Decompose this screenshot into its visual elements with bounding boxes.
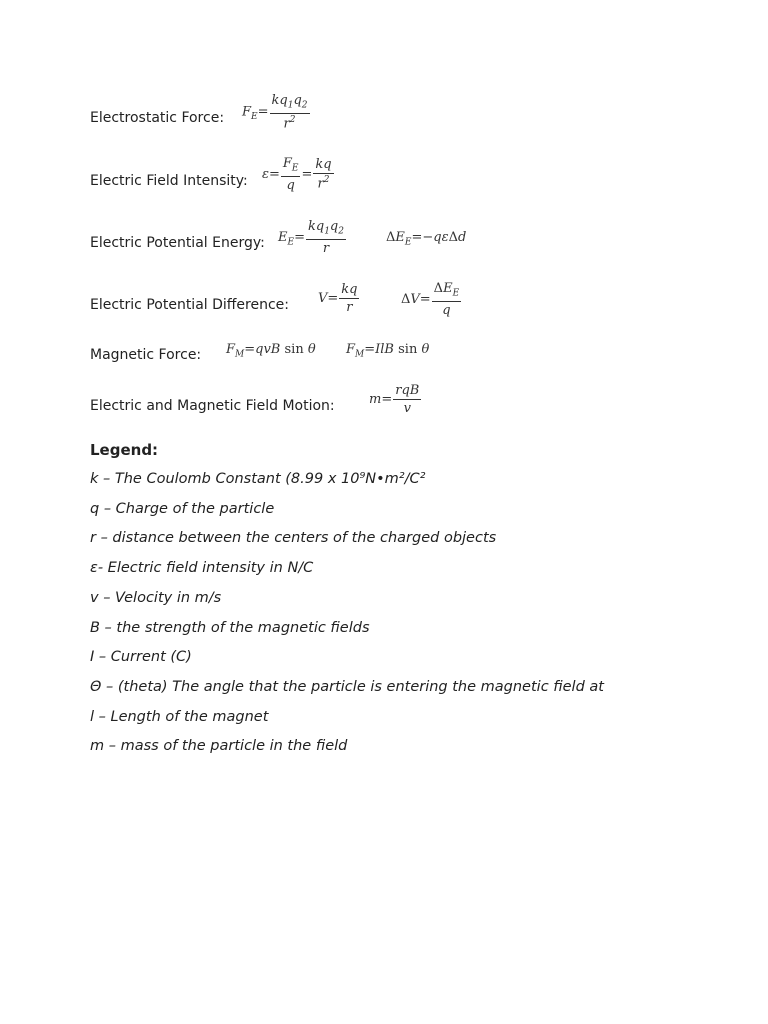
electric-field-intensity-equation: ε= $\frac{F_E}{q}$ = $\frac{kq}{r^2}$ (262, 156, 332, 193)
electric-potential-energy-label: Electric Potential Energy: (90, 235, 265, 251)
legend-item-length: l – Length of the magnet (90, 709, 269, 725)
magnetic-force-label: Magnetic Force: (90, 347, 202, 363)
electric-potential-energy-equation: $E_E=$ $\frac{kq_1q_2}{r}$ (278, 219, 344, 256)
electric-potential-difference-label: Electric Potential Difference: (90, 297, 290, 313)
legend-item-v: v – Velocity in m/s (90, 590, 222, 606)
electric-potential-difference-equation: V= $\frac{kq}{r}$ (318, 282, 358, 315)
field-motion-mass-equation: m= $\frac{\text{rqB}}{v}$ (369, 383, 420, 416)
legend-item-mass: m – mass of the particle in the field (90, 738, 348, 754)
legend-item-theta: Θ – (theta) The angle that the particle is entering the magnetic field at (90, 679, 604, 695)
field-motion-label: Electric and Magnetic Field Motion: (90, 398, 335, 414)
legend-item-r: r – distance between the centers of the charged objects (90, 530, 497, 546)
potential-difference-change-equation: ΔV= $\frac{\Delta E_E}{q}$ (401, 281, 460, 318)
legend-item-current: I – Current (C) (90, 649, 192, 665)
electric-field-intensity-label: Electric Field Intensity: (90, 173, 248, 189)
electrostatic-force-equation: $F_E=$ $\frac{kq_1q_2}{r^2}$ (242, 93, 308, 131)
legend-item-epsilon: ε- Electric field intensity in N/C (90, 560, 314, 576)
potential-energy-change-equation: $\Delta E_E=-q\varepsilon\Delta d$ (386, 230, 467, 248)
legend-item-k: k – The Coulomb Constant (8.99 x 10⁹N•m²/C² (90, 471, 426, 487)
electrostatic-force-label: Electrostatic Force: (90, 110, 225, 126)
legend-item-q: q – Charge of the particle (90, 501, 275, 517)
legend-item-b: B – the strength of the magnetic fields (90, 620, 370, 636)
magnetic-force-current-equation: $F_M=IlB$ sin θ (346, 342, 430, 360)
magnetic-force-velocity-equation: $F_M=qvB$ sin θ (226, 342, 316, 360)
legend-title: Legend: (90, 441, 159, 459)
